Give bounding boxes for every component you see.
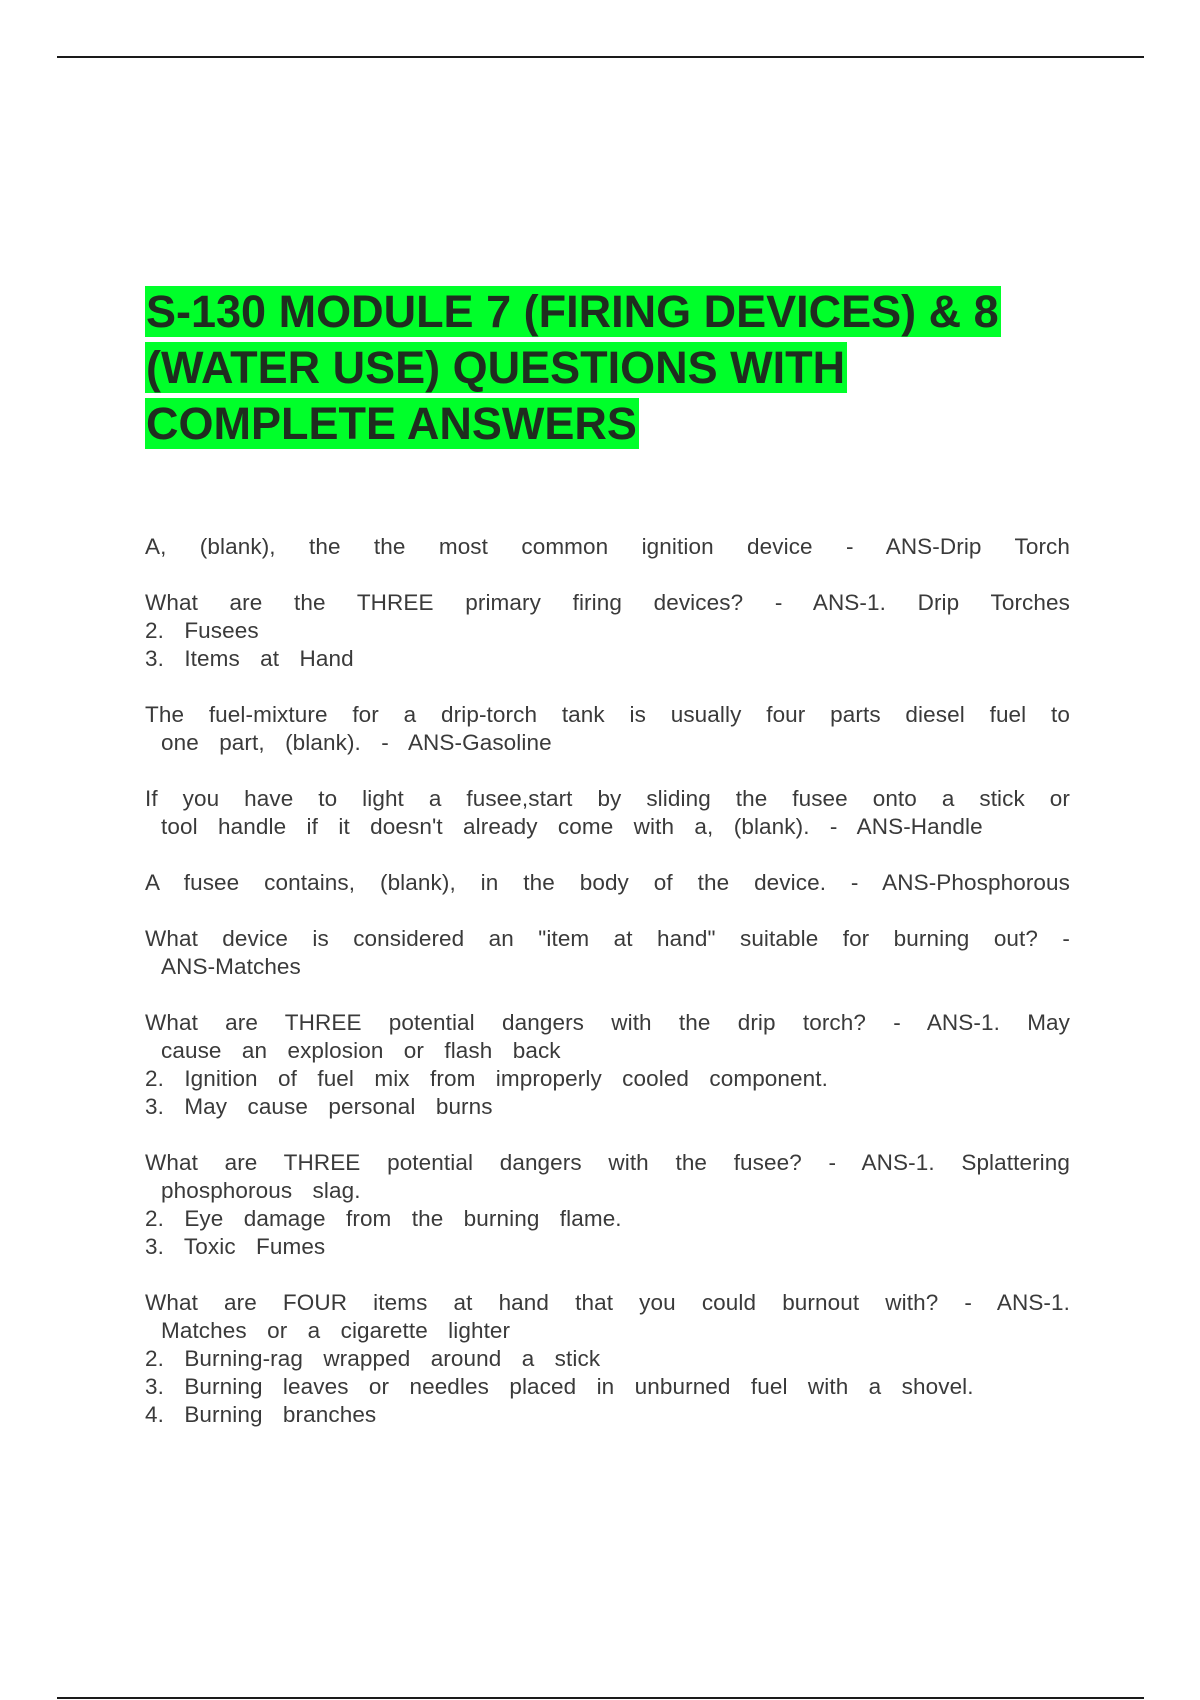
qa-list-item: 3. Items at Hand [145,646,354,671]
qa-list-item: 4. Burning branches [145,1402,377,1427]
qa-question: What are FOUR items at hand that you could burnout with? - ANS-1. [145,1290,1070,1315]
title-line [145,284,1075,340]
qa-list-item: 3. May cause personal burns [145,1094,493,1119]
qa-list-item: 2. Eye damage from the burning flame. [145,1206,622,1231]
qa-entry [145,1009,1070,1121]
title-line [145,396,1075,452]
qa-list [145,533,1070,1429]
qa-question: What are the THREE primary firing devices? - ANS-1. Drip Torches [145,590,1070,615]
qa-entry [145,1289,1070,1429]
qa-question: A fusee contains, (blank), in the body of the device. - ANS-Phosphorous [145,870,1070,895]
qa-continuation: ANS-Matches [161,954,301,979]
qa-continuation: cause an explosion or flash back [161,1038,561,1063]
qa-entry [145,869,1070,897]
title-line [145,340,1075,396]
qa-question: What are THREE potential dangers with the fusee? - ANS-1. Splattering [145,1150,1070,1175]
qa-list-item: 2. Ignition of fuel mix from improperly cooled component. [145,1066,828,1091]
qa-entry [145,1149,1070,1261]
qa-entry [145,785,1070,841]
qa-continuation: tool handle if it doesn't already come with a, (blank). - ANS-Handle [161,814,983,839]
title-line-text: S-130 MODULE 7 (FIRING DEVICES) & 8 [146,286,999,337]
qa-continuation: one part, (blank). - ANS-Gasoline [161,730,552,755]
title-line-text: (WATER USE) QUESTIONS WITH [146,342,846,393]
document-title [145,284,1075,452]
qa-entry [145,533,1070,561]
qa-question: A, (blank), the the most common ignition device - ANS-Drip Torch [145,534,1070,559]
qa-question: What are THREE potential dangers with the drip torch? - ANS-1. May [145,1010,1070,1035]
qa-list-item: 2. Burning-rag wrapped around a stick [145,1346,601,1371]
title-line-text: COMPLETE ANSWERS [146,398,637,449]
top-rule [57,56,1144,58]
qa-list-item: 3. Burning leaves or needles placed in unburned fuel with a shovel. [145,1374,974,1399]
qa-list-item: 2. Fusees [145,618,259,643]
bottom-rule [57,1697,1144,1699]
qa-continuation: Matches or a cigarette lighter [161,1318,511,1343]
qa-list-item: 3. Toxic Fumes [145,1234,326,1259]
qa-question: If you have to light a fusee,start by sliding the fusee onto a stick or [145,786,1070,811]
qa-entry [145,589,1070,673]
qa-question: The fuel-mixture for a drip-torch tank is usually four parts diesel fuel to [145,702,1070,727]
qa-question: What device is considered an "item at hand" suitable for burning out? - [145,926,1070,951]
qa-entry [145,925,1070,981]
qa-continuation: phosphorous slag. [161,1178,361,1203]
qa-entry [145,701,1070,757]
